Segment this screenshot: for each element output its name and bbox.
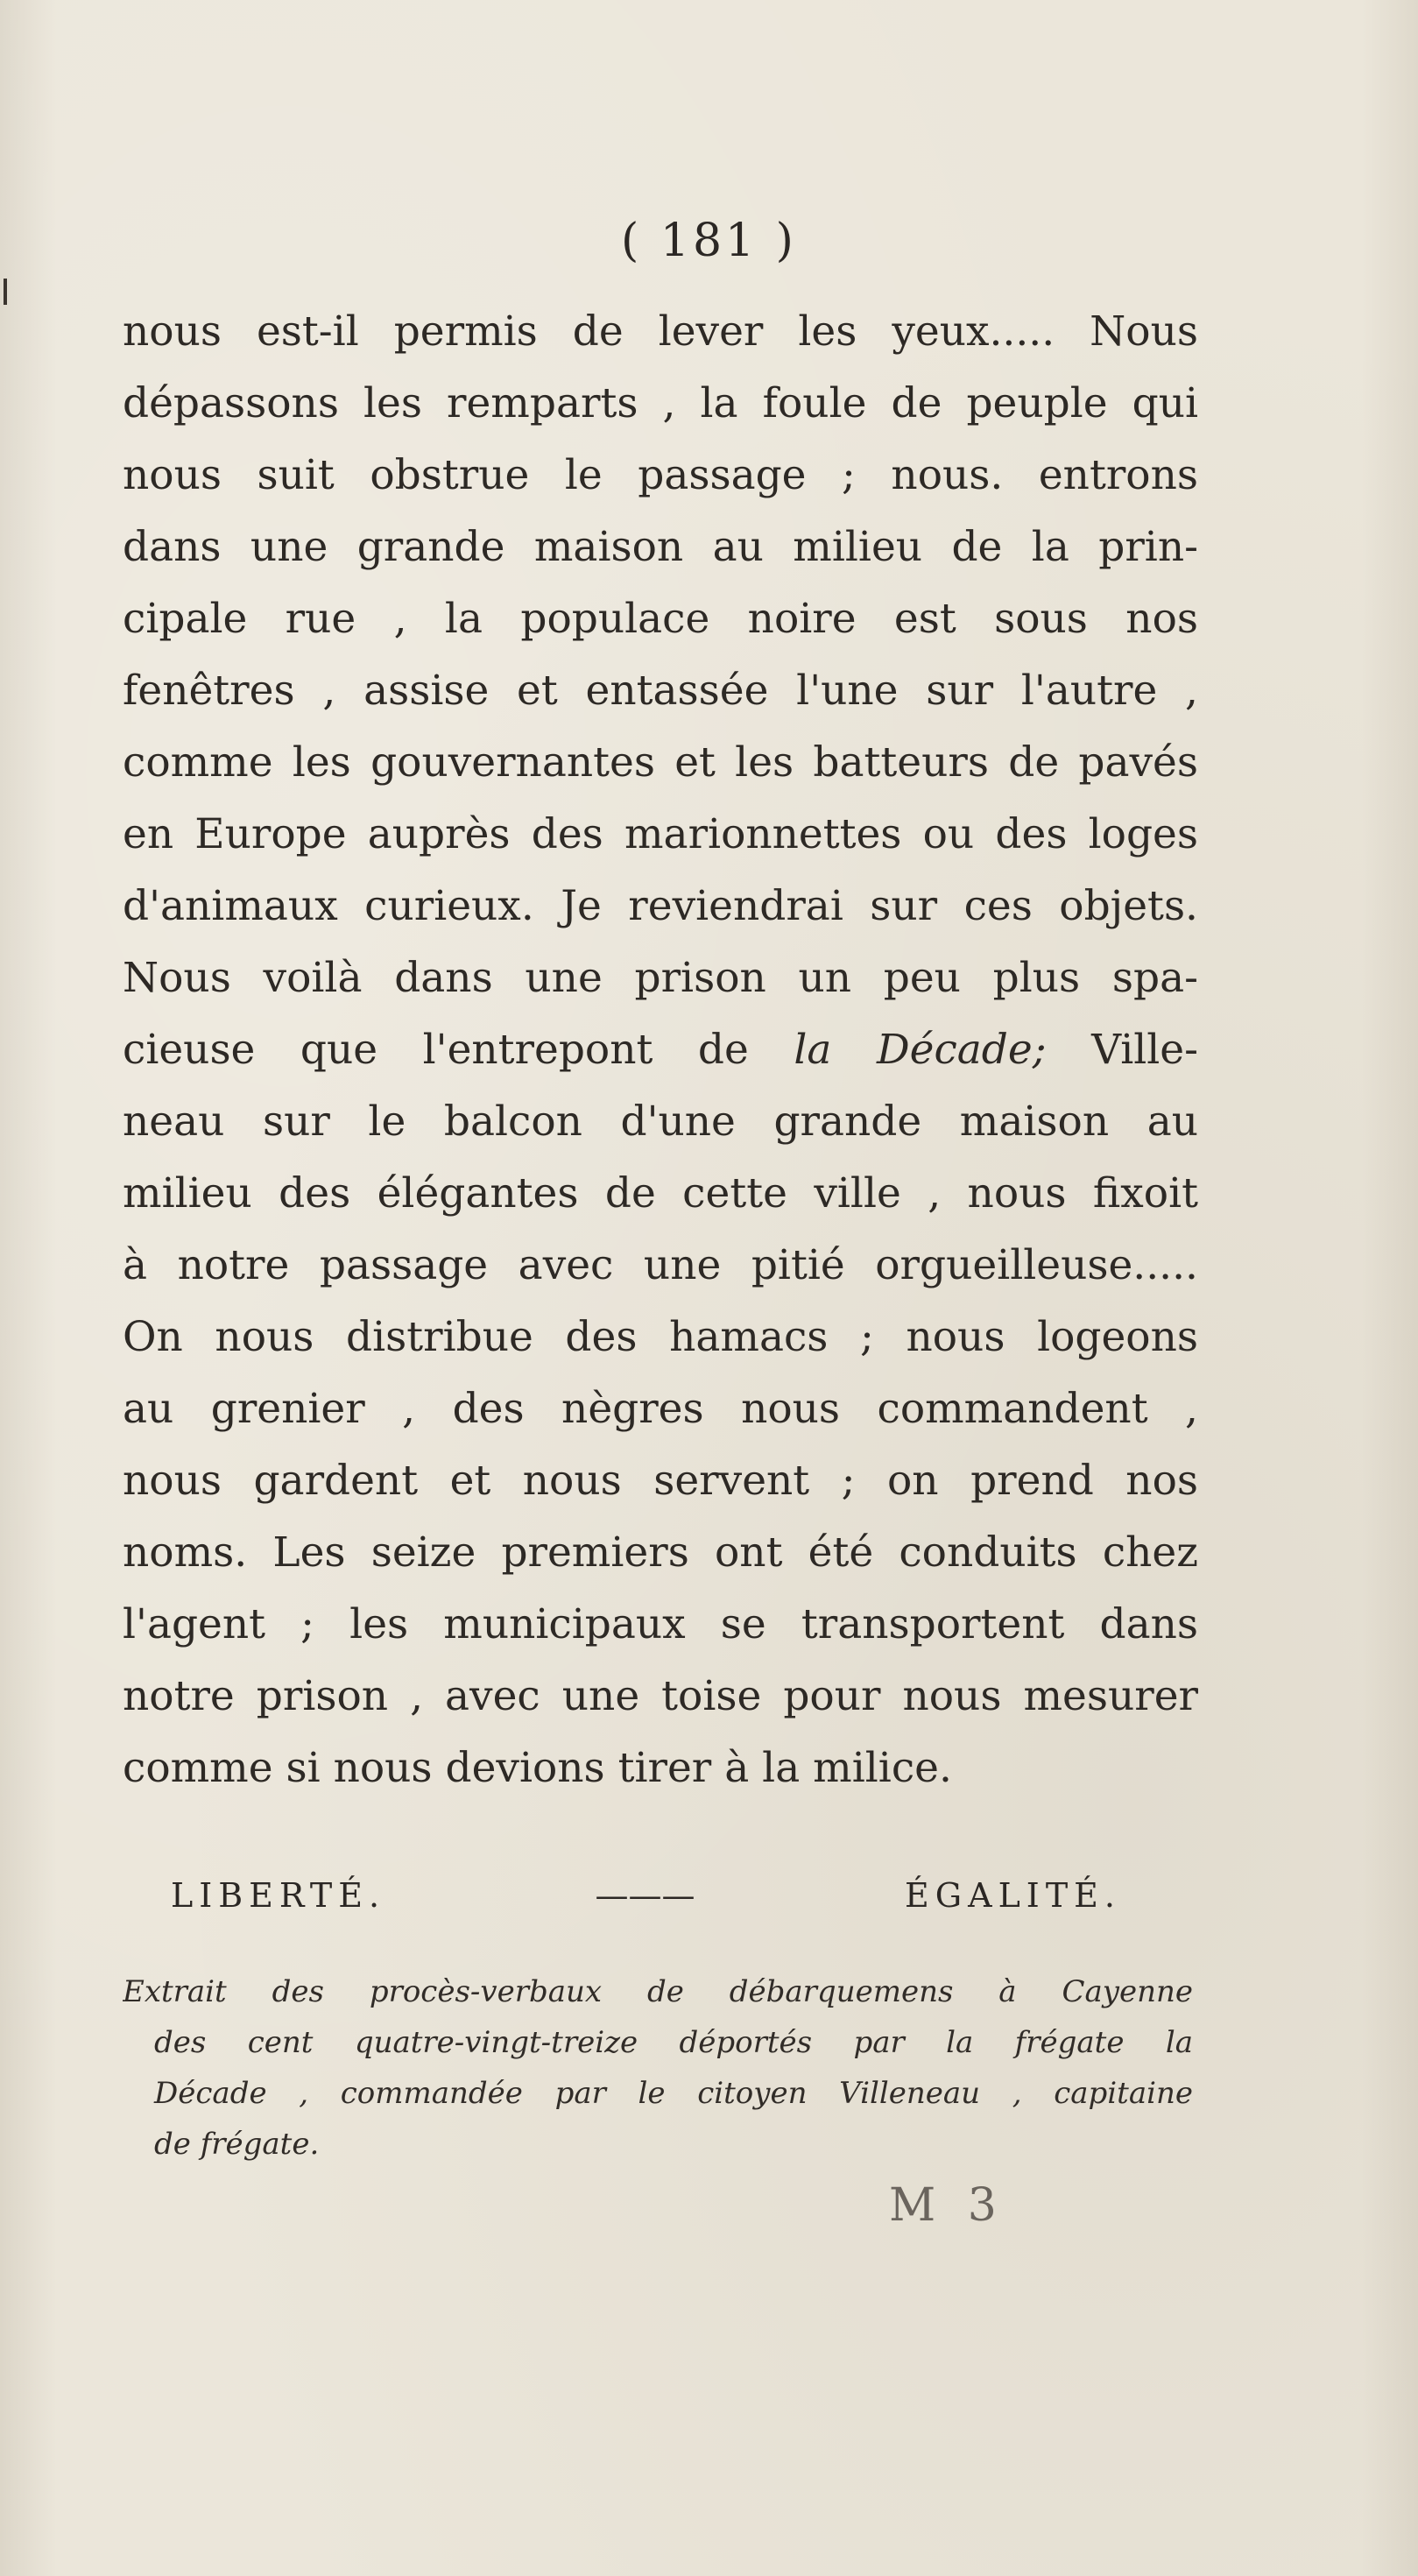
excerpt-heading [123, 1966, 1193, 2170]
text-line: nous suit obstrue le passage ; nous. entrons [123, 451, 1198, 499]
text-line: neau sur le balcon d'une grande maison au [123, 1097, 1198, 1146]
text-line: nous gardent et nous servent ; on prend nos [123, 1457, 1198, 1505]
page-number: ( 181 ) [621, 215, 797, 267]
body-text [123, 296, 1198, 1804]
text-line: dépassons les remparts , la foule de peuple qui [123, 379, 1198, 427]
margin-mark [4, 279, 7, 305]
text-segment: Ville- [1046, 1026, 1198, 1074]
text-line: milieu des élégantes de cette ville , nous fixoit [123, 1169, 1198, 1217]
text-line: noms. Les seize premiers ont été conduits chez [123, 1528, 1198, 1577]
ship-name-italic: la Décade; [794, 1026, 1047, 1074]
text-line: l'agent ; les municipaux se transportent dans [123, 1600, 1198, 1648]
text-segment: cieuse que l'entrepont de [123, 1026, 794, 1074]
motto-separator: ——— [595, 1876, 695, 1915]
text-line: cipale rue , la populace noire est sous nos [123, 595, 1198, 643]
excerpt-line: Décade , commandée par le citoyen Villeneau , capitaine [154, 2076, 1193, 2111]
excerpt-line: Extrait des procès-verbaux de débarquemens à Cayenne [123, 1974, 1193, 2009]
text-line: au grenier , des nègres nous commandent , [123, 1385, 1198, 1433]
motto-right: ÉGALITÉ. [905, 1876, 1121, 1915]
text-line: On nous distribue des hamacs ; nous logeons [123, 1313, 1198, 1361]
text-line: à notre passage avec une pitié orgueilleuse..... [123, 1241, 1198, 1289]
signature-mark: M 3 [889, 2179, 1005, 2232]
text-line: Nous voilà dans une prison un peu plus spa- [123, 954, 1198, 1002]
text-line: dans une grande maison au milieu de la prin- [123, 523, 1198, 571]
text-line: en Europe auprès des marionnettes ou des loges [123, 810, 1198, 858]
text-line: comme si nous devions tirer à la milice. [123, 1744, 952, 1792]
text-line-with-ship-name [123, 1014, 1198, 1086]
text-line: notre prison , avec une toise pour nous mesurer [123, 1672, 1198, 1720]
text-line: d'animaux curieux. Je reviendrai sur ces objets. [123, 882, 1198, 930]
excerpt-line: de frégate. [154, 2127, 320, 2162]
motto-heading [171, 1876, 1121, 1915]
excerpt-line: des cent quatre-vingt-treize déportés par la frégate la [154, 2025, 1193, 2060]
text-line: fenêtres , assise et entassée l'une sur l'autre , [123, 667, 1198, 715]
motto-left: LIBERTÉ. [171, 1876, 386, 1915]
text-line: nous est-il permis de lever les yeux..... Nous [123, 307, 1198, 356]
text-line: comme les gouvernantes et les batteurs de pavés [123, 738, 1198, 787]
